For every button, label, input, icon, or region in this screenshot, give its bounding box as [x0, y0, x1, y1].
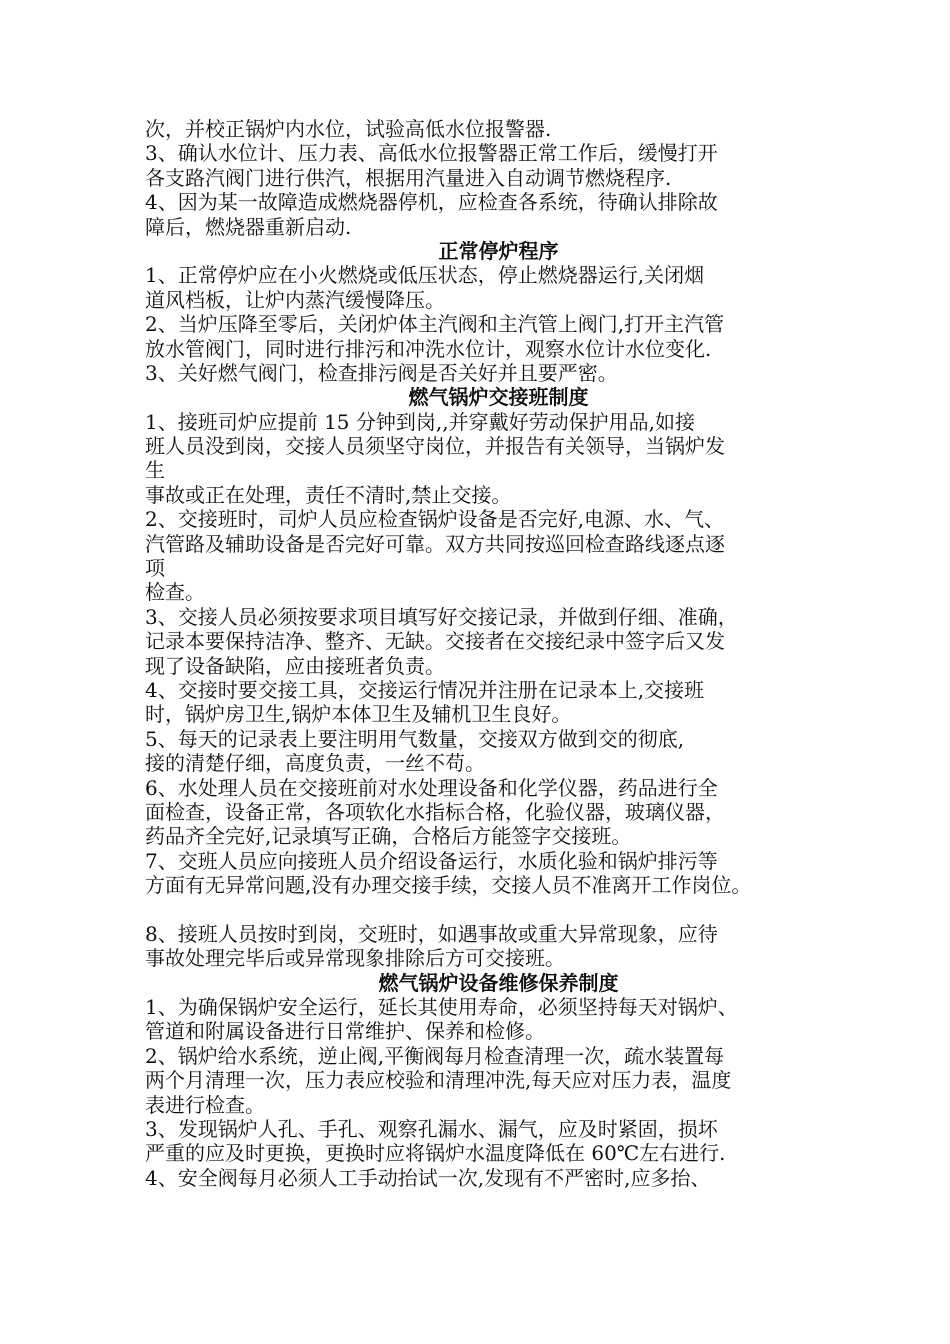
text-line: 两个月清理一次，压力表应校验和清理冲洗,每天应对压力表，温度 [145, 1068, 732, 1093]
text-line: 班人员没到岗，交接人员须坚守岗位，并报告有关领导，当锅炉发 [145, 434, 725, 459]
text-line: 6、水处理人员在交接班前对水处理设备和化学仪器，药品进行全 [145, 775, 718, 800]
text-line: 放水管阀门，同时进行排污和冲洗水位计，观察水位计水位变化. [145, 336, 712, 361]
text-line: 障后，燃烧器重新启动. [145, 214, 352, 239]
blank-line [145, 898, 832, 922]
text-line: 接的清楚仔细，高度负责，一丝不苟。 [145, 751, 485, 776]
text-line: 管道和附属设备进行日常维护、保养和检修。 [145, 1019, 545, 1044]
text-line: 方面有无异常问题,没有办理交接手续，交接人员不准离开工作岗位。 [145, 873, 752, 898]
text-line: 事故处理完毕后或异常现象排除后方可交接班。 [145, 946, 565, 971]
text-line: 生 [145, 458, 165, 483]
text-line: 3、确认水位计、压力表、高低水位报警器正常工作后，缓慢打开 [145, 141, 718, 166]
section-heading: 燃气锅炉设备维修保养制度 [378, 970, 619, 995]
text-line: 道风档板，让炉内蒸汽缓慢降压。 [145, 287, 445, 312]
text-line: 5、每天的记录表上要注明用气数量，交接双方做到交的彻底, [145, 726, 685, 751]
text-line: 1、接班司炉应提前 15 分钟到岗,,并穿戴好劳动保护用品,如接 [145, 409, 695, 434]
text-line: 2、交接班时，司炉人员应检查锅炉设备是否完好,电源、水、气、 [145, 507, 725, 532]
text-line: 4、交接时要交接工具，交接运行情况并注册在记录本上,交接班 [145, 677, 705, 702]
text-line: 项 [145, 556, 165, 581]
text-line: 2、锅炉给水系统，逆止阀,平衡阀每月检查清理一次，疏水装置每 [145, 1043, 725, 1068]
text-line: 时，锅炉房卫生,锅炉本体卫生及辅机卫生良好。 [145, 702, 572, 727]
section-heading: 正常停炉程序 [438, 238, 559, 263]
text-line: 事故或正在处理，责任不清时,禁止交接。 [145, 482, 512, 507]
text-line: 1、正常停炉应在小火燃烧或低压状态，停止燃烧器运行,关闭烟 [145, 263, 705, 288]
text-line: 检查。 [145, 580, 205, 605]
text-line: 严重的应及时更换，更换时应将锅炉水温度降低在 60℃左右进行. [145, 1141, 726, 1166]
text-line: 次，并校正锅炉内水位，试验高低水位报警器. [145, 117, 552, 141]
text-line: 3、关好燃气阀门，检查排污阀是否关好并且要严密。 [145, 360, 618, 385]
text-line: 4、因为某一故障造成燃烧器停机，应检查各系统，待确认排除故 [145, 190, 718, 215]
section-heading: 燃气锅炉交接班制度 [408, 385, 589, 410]
text-line: 药品齐全完好,记录填写正确，合格后方能签字交接班。 [145, 824, 632, 849]
text-line: 1、为确保锅炉安全运行，延长其使用寿命，必须坚持每天对锅炉、 [145, 995, 738, 1020]
text-line: 现了设备缺陷，应由接班者负责。 [145, 653, 445, 678]
text-line: 表进行检查。 [145, 1092, 265, 1117]
text-line: 7、交班人员应向接班人员介绍设备运行，水质化验和锅炉排污等 [145, 848, 718, 873]
text-line: 汽管路及辅助设备是否完好可靠。双方共同按巡回检查路线逐点逐 [145, 531, 725, 556]
text-line: 4、安全阀每月必须人工手动抬试一次,发现有不严密时,应多抬、 [145, 1165, 711, 1190]
text-line: 3、交接人员必须按要求项目填写好交接记录，并做到仔细、准确， [145, 604, 738, 629]
text-line: 2、当炉压降至零后，关闭炉体主汽阀和主汽管上阀门,打开主汽管 [145, 312, 725, 337]
text-line: 记录本要保持洁净、整齐、无缺。交接者在交接纪录中签字后又发 [145, 629, 725, 654]
text-line: 3、发现锅炉人孔、手孔、观察孔漏水、漏气，应及时紧固，损坏 [145, 1117, 718, 1142]
text-line: 8、接班人员按时到岗，交班时，如遇事故或重大异常现象，应待 [145, 921, 718, 946]
text-line: 各支路汽阀门进行供汽，根据用汽量进入自动调节燃烧程序. [145, 165, 672, 190]
text-line: 面检查，设备正常，各项软化水指标合格，化验仪器，玻璃仪器， [145, 799, 725, 824]
